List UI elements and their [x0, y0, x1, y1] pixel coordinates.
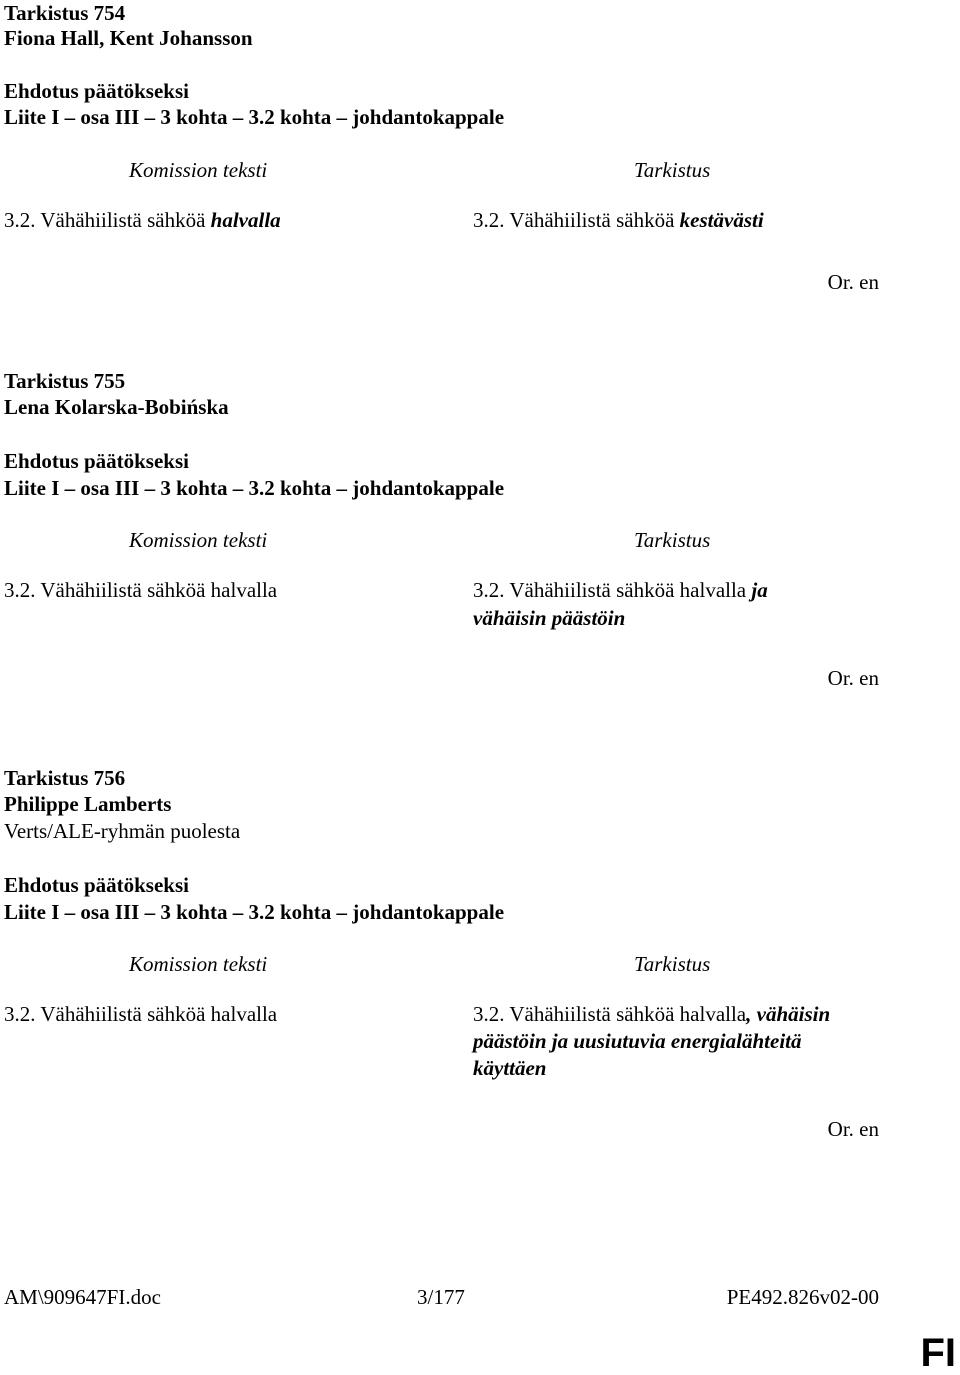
amendment-756-amendment-text-line1: 3.2. Vähähiilistä sähköä halvalla, vähäisin [473, 1002, 831, 1026]
amendment-754-number: Tarkistus 754 [4, 1, 126, 25]
amendment-756-right-header: Tarkistus [634, 952, 711, 976]
amendment-754-proposal: Ehdotus päätökseksi [4, 79, 189, 103]
footer-pe-reference: PE492.826v02-00 [726, 1285, 879, 1309]
amendment-756-left-header: Komission teksti [129, 952, 268, 976]
amendment-756-commission-text: 3.2. Vähähiilistä sähköä halvalla [4, 1002, 278, 1026]
amendment-754-right-header: Tarkistus [634, 158, 711, 182]
amendment-755-amendment-text-line2: vähäisin päästöin [473, 606, 626, 630]
amendment-755-left-header: Komission teksti [129, 528, 268, 552]
amendment-754-amendment-text: 3.2. Vähähiilistä sähköä kestävästi [473, 208, 764, 232]
amendment-755-reference: Liite I – osa III – 3 kohta – 3.2 kohta – johdantokappale [4, 476, 505, 500]
footer-document-reference: AM\909647FI.doc [4, 1285, 161, 1309]
amendment-756-group: Verts/ALE-ryhmän puolesta [4, 819, 241, 843]
amendment-756-amendment-text-line2: päästöin ja uusiutuvia energialähteitä [473, 1029, 802, 1053]
amendment-756-number: Tarkistus 756 [4, 766, 126, 790]
footer-language-code: FI [920, 1331, 956, 1375]
amendment-754-left-header: Komission teksti [129, 158, 268, 182]
amendment-756-proposal: Ehdotus päätökseksi [4, 873, 189, 897]
amendment-755-proposal: Ehdotus päätökseksi [4, 449, 189, 473]
amendment-755-right-header: Tarkistus [634, 528, 711, 552]
amendment-756-reference: Liite I – osa III – 3 kohta – 3.2 kohta – johdantokappale [4, 900, 505, 924]
amendment-756-original-language: Or. en [827, 1117, 879, 1141]
amendment-755-authors: Lena Kolarska-Bobińska [4, 395, 229, 419]
amendment-756-amendment-text-line3: käyttäen [473, 1056, 547, 1080]
amendment-755-commission-text: 3.2. Vähähiilistä sähköä halvalla [4, 578, 278, 602]
amendment-755-amendment-text-line1: 3.2. Vähähiilistä sähköä halvalla ja [473, 578, 768, 602]
footer-page-number: 3/177 [417, 1285, 465, 1309]
amendment-754-commission-text: 3.2. Vähähiilistä sähköä halvalla [4, 208, 281, 232]
amendment-755-original-language: Or. en [827, 666, 879, 690]
amendment-755-number: Tarkistus 755 [4, 369, 126, 393]
amendment-754-authors: Fiona Hall, Kent Johansson [4, 26, 253, 50]
amendment-754-original-language: Or. en [827, 270, 879, 294]
amendment-754-reference: Liite I – osa III – 3 kohta – 3.2 kohta – johdantokappale [4, 105, 505, 129]
amendment-756-authors: Philippe Lamberts [4, 792, 172, 816]
